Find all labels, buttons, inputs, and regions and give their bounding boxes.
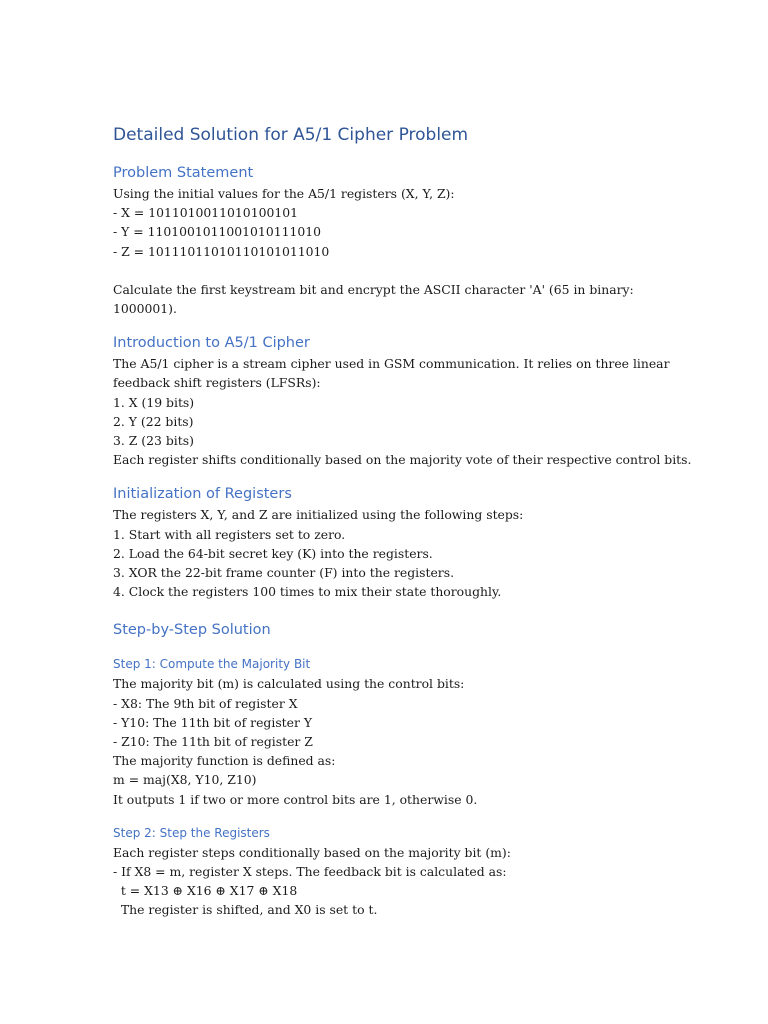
document-body: [113, 122, 692, 920]
intro-line: feedback shift registers (LFSRs):: [113, 375, 321, 391]
intro-line: 2. Y (22 bits): [113, 413, 194, 429]
step1-line: The majority function is defined as:: [113, 753, 336, 769]
document-title: Detailed Solution for A5/1 Cipher Problem: [113, 125, 469, 145]
step2-heading: Step 2: Step the Registers: [113, 825, 270, 840]
step1-heading: Step 1: Compute the Majority Bit: [113, 657, 311, 672]
init-line: 3. XOR the 22-bit frame counter (F) into the registers.: [113, 565, 455, 581]
step1-line: - Z10: The 11th bit of register Z: [113, 734, 313, 750]
step2-line: The register is shifted, and X0 is set to t.: [113, 902, 378, 918]
step1-line: - X8: The 9th bit of register X: [113, 695, 298, 711]
intro-line: The A5/1 cipher is a stream cipher used in GSM communication. It relies on three linear: [113, 356, 670, 372]
solution-heading: Step-by-Step Solution: [113, 622, 271, 639]
intro-line: Each register shifts conditionally based on the majority vote of their respective control bits.: [113, 452, 692, 468]
introduction-heading: Introduction to A5/1 Cipher: [113, 335, 310, 352]
problem-line: - Y = 1101001011001010111010: [113, 224, 321, 240]
init-line: 1. Start with all registers set to zero.: [113, 526, 346, 542]
init-line: 4. Clock the registers 100 times to mix their state thoroughly.: [113, 584, 502, 600]
problem-task-line: 1000001).: [113, 301, 177, 317]
problem-statement-heading: Problem Statement: [113, 165, 254, 181]
intro-line: 3. Z (23 bits): [113, 433, 194, 449]
initialization-heading: Initialization of Registers: [113, 486, 292, 503]
step2-line: t = X13 ⊕ X16 ⊕ X17 ⊕ X18: [113, 883, 298, 899]
step1-line: - Y10: The 11th bit of register Y: [113, 714, 313, 730]
step1-line: m = maj(X8, Y10, Z10): [113, 772, 257, 788]
step2-line: - If X8 = m, register X steps. The feedback bit is calculated as:: [113, 864, 507, 880]
step1-line: It outputs 1 if two or more control bits are 1, otherwise 0.: [113, 791, 478, 807]
problem-line: - X = 1011010011010100101: [113, 205, 298, 221]
step2-line: Each register steps conditionally based on the majority bit (m):: [113, 844, 511, 860]
init-line: The registers X, Y, and Z are initialized using the following steps:: [113, 507, 524, 523]
problem-task-line: Calculate the first keystream bit and encrypt the ASCII character 'A' (65 in binary:: [113, 281, 634, 297]
problem-line: Using the initial values for the A5/1 registers (X, Y, Z):: [113, 186, 455, 201]
step1-line: The majority bit (m) is calculated using the control bits:: [113, 676, 465, 692]
intro-line: 1. X (19 bits): [113, 394, 195, 410]
init-line: 2. Load the 64-bit secret key (K) into the registers.: [113, 545, 433, 561]
problem-line: - Z = 10111011010110101011010: [113, 243, 330, 259]
